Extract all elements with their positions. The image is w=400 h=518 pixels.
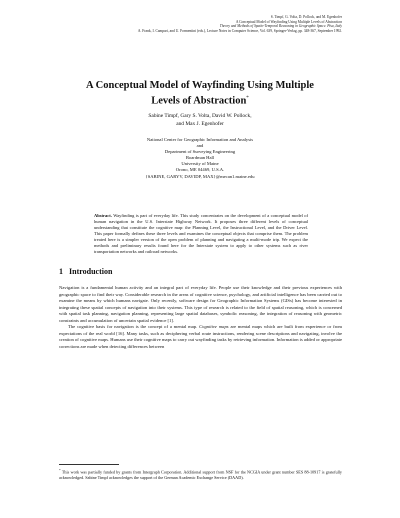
affiliation-line-2: and (196, 143, 204, 149)
affiliation-line-5: University of Maine (181, 161, 219, 167)
running-header (42, 15, 342, 33)
author-list (90, 113, 310, 128)
section-number: 1 (59, 267, 63, 276)
abstract-label: Abstract. (94, 213, 112, 218)
title-line-1: A Conceptual Model of Wayfinding Using Multiple (86, 80, 314, 91)
section-heading (59, 267, 259, 277)
authors-line-2: and Max J. Egenhofer (176, 120, 224, 127)
footnote-text: This work was partially funded by grants from Intergraph Corporation. Additional support from NSF for the NCGIA under grant number SES 88-10917 is gratefully acknowledged. Sabine Timpf acknowledges the support of the German Academic Exchange Service (DAAD). (59, 469, 342, 480)
header-paper-title: A Conceptual Model of Wayfinding Using Multiple Levels of Abstraction (235, 19, 342, 24)
title-line-2: Levels of Abstraction (151, 95, 247, 106)
body-text (59, 285, 342, 350)
paragraph-2-start: The cognitive basis for navigation is the concept of a mental map. (68, 324, 200, 330)
footnote-rule (59, 464, 119, 465)
footnote-mark: * (59, 468, 61, 472)
section-title: Introduction (69, 267, 113, 276)
affiliation-line-4: Boardman Hall (185, 155, 215, 161)
header-venue: Theory and Methods of Spatio-Temporal Reasoning in Geographic Space. Pisa, Italy (219, 24, 342, 29)
paragraph-2 (59, 324, 342, 350)
affiliation-email: {SABINE, GARYV, DAVIDP, MAX}@mecan1.maine.edu (145, 173, 255, 179)
paper-title (70, 80, 330, 108)
affiliation-line-1: National Center for Geographic Information and Analysis (146, 137, 254, 142)
affiliation-block (90, 137, 310, 180)
title-footnote-mark: * (246, 95, 249, 101)
paragraph-2-emphasis: Cognitive maps (199, 324, 229, 330)
affiliation-line-6: Orono, ME 04469, U.S.A. (175, 167, 225, 173)
affiliation-line-3: Department of Surveying Engineering (164, 149, 236, 155)
abstract-text: Wayfinding is part of everyday life. This study concentrates on the development of a conceptual model of human navigation in the U.S. Interstate Highway Network. It proposes three different levels of conceptual understanding that constitute the cognitive map: the Planning Level, the Instructional Level, and the Driver Level. This paper formally defines these three levels and examines the conceptual objects that comprise them. The problem treated here is a simpler version of the open problem of planning and navigating a multi-mode trip. We expect the methods and preliminary results found here for the Interstate system to apply to other systems such as river transportation networks and railroad networks. (94, 213, 309, 255)
paragraph-2-rest: are mental maps which are built from experience or from expectations of the real world [16]. Many tasks, such as deciphering verbal route instructions, rendering scene descriptions and navigating, involve the creation of cognitive maps. Humans use their cognitive maps to carry out wayfinding tasks by retrieving information. Information is added or appropriate corrections are made when detecting differences between (59, 324, 342, 349)
authors-line-1: Sabine Timpf, Gary S. Volta, David W. Pollock, (148, 113, 252, 119)
footnote (59, 468, 342, 481)
paragraph-1: Navigation is a fundamental human activity and an integral part of everyday life. People use their knowledge and their previous experiences with geographic space to find their way. Considerable research in the areas of cognitive science, psychology, and artificial intelligence has been carried out to examine the means by which humans navigate. Only recently, software design for Geographic Information Systems (GISs) has become interested in integrating these spatial concepts of navigation into their systems. This type of research is related to the field of spatial reasoning, which is concerned with spatial task planning, navigation planning, representing large spatial databases, symbolic reasoning, the integration of reasoning with geometric constraints and accumulation of uncertain spatial evidence [1]. (59, 285, 342, 323)
header-citation: A. Frank, I. Campari, and U. Formentini (eds.), Lecture Notes in Computer Science, Vol. 639, Springer-Verlag, pp. 348-367, September 1992. (137, 28, 342, 33)
header-authors: S. Timpf, G. Volta, D. Pollock, and M. Egenhofer (270, 15, 342, 19)
abstract (94, 213, 308, 255)
